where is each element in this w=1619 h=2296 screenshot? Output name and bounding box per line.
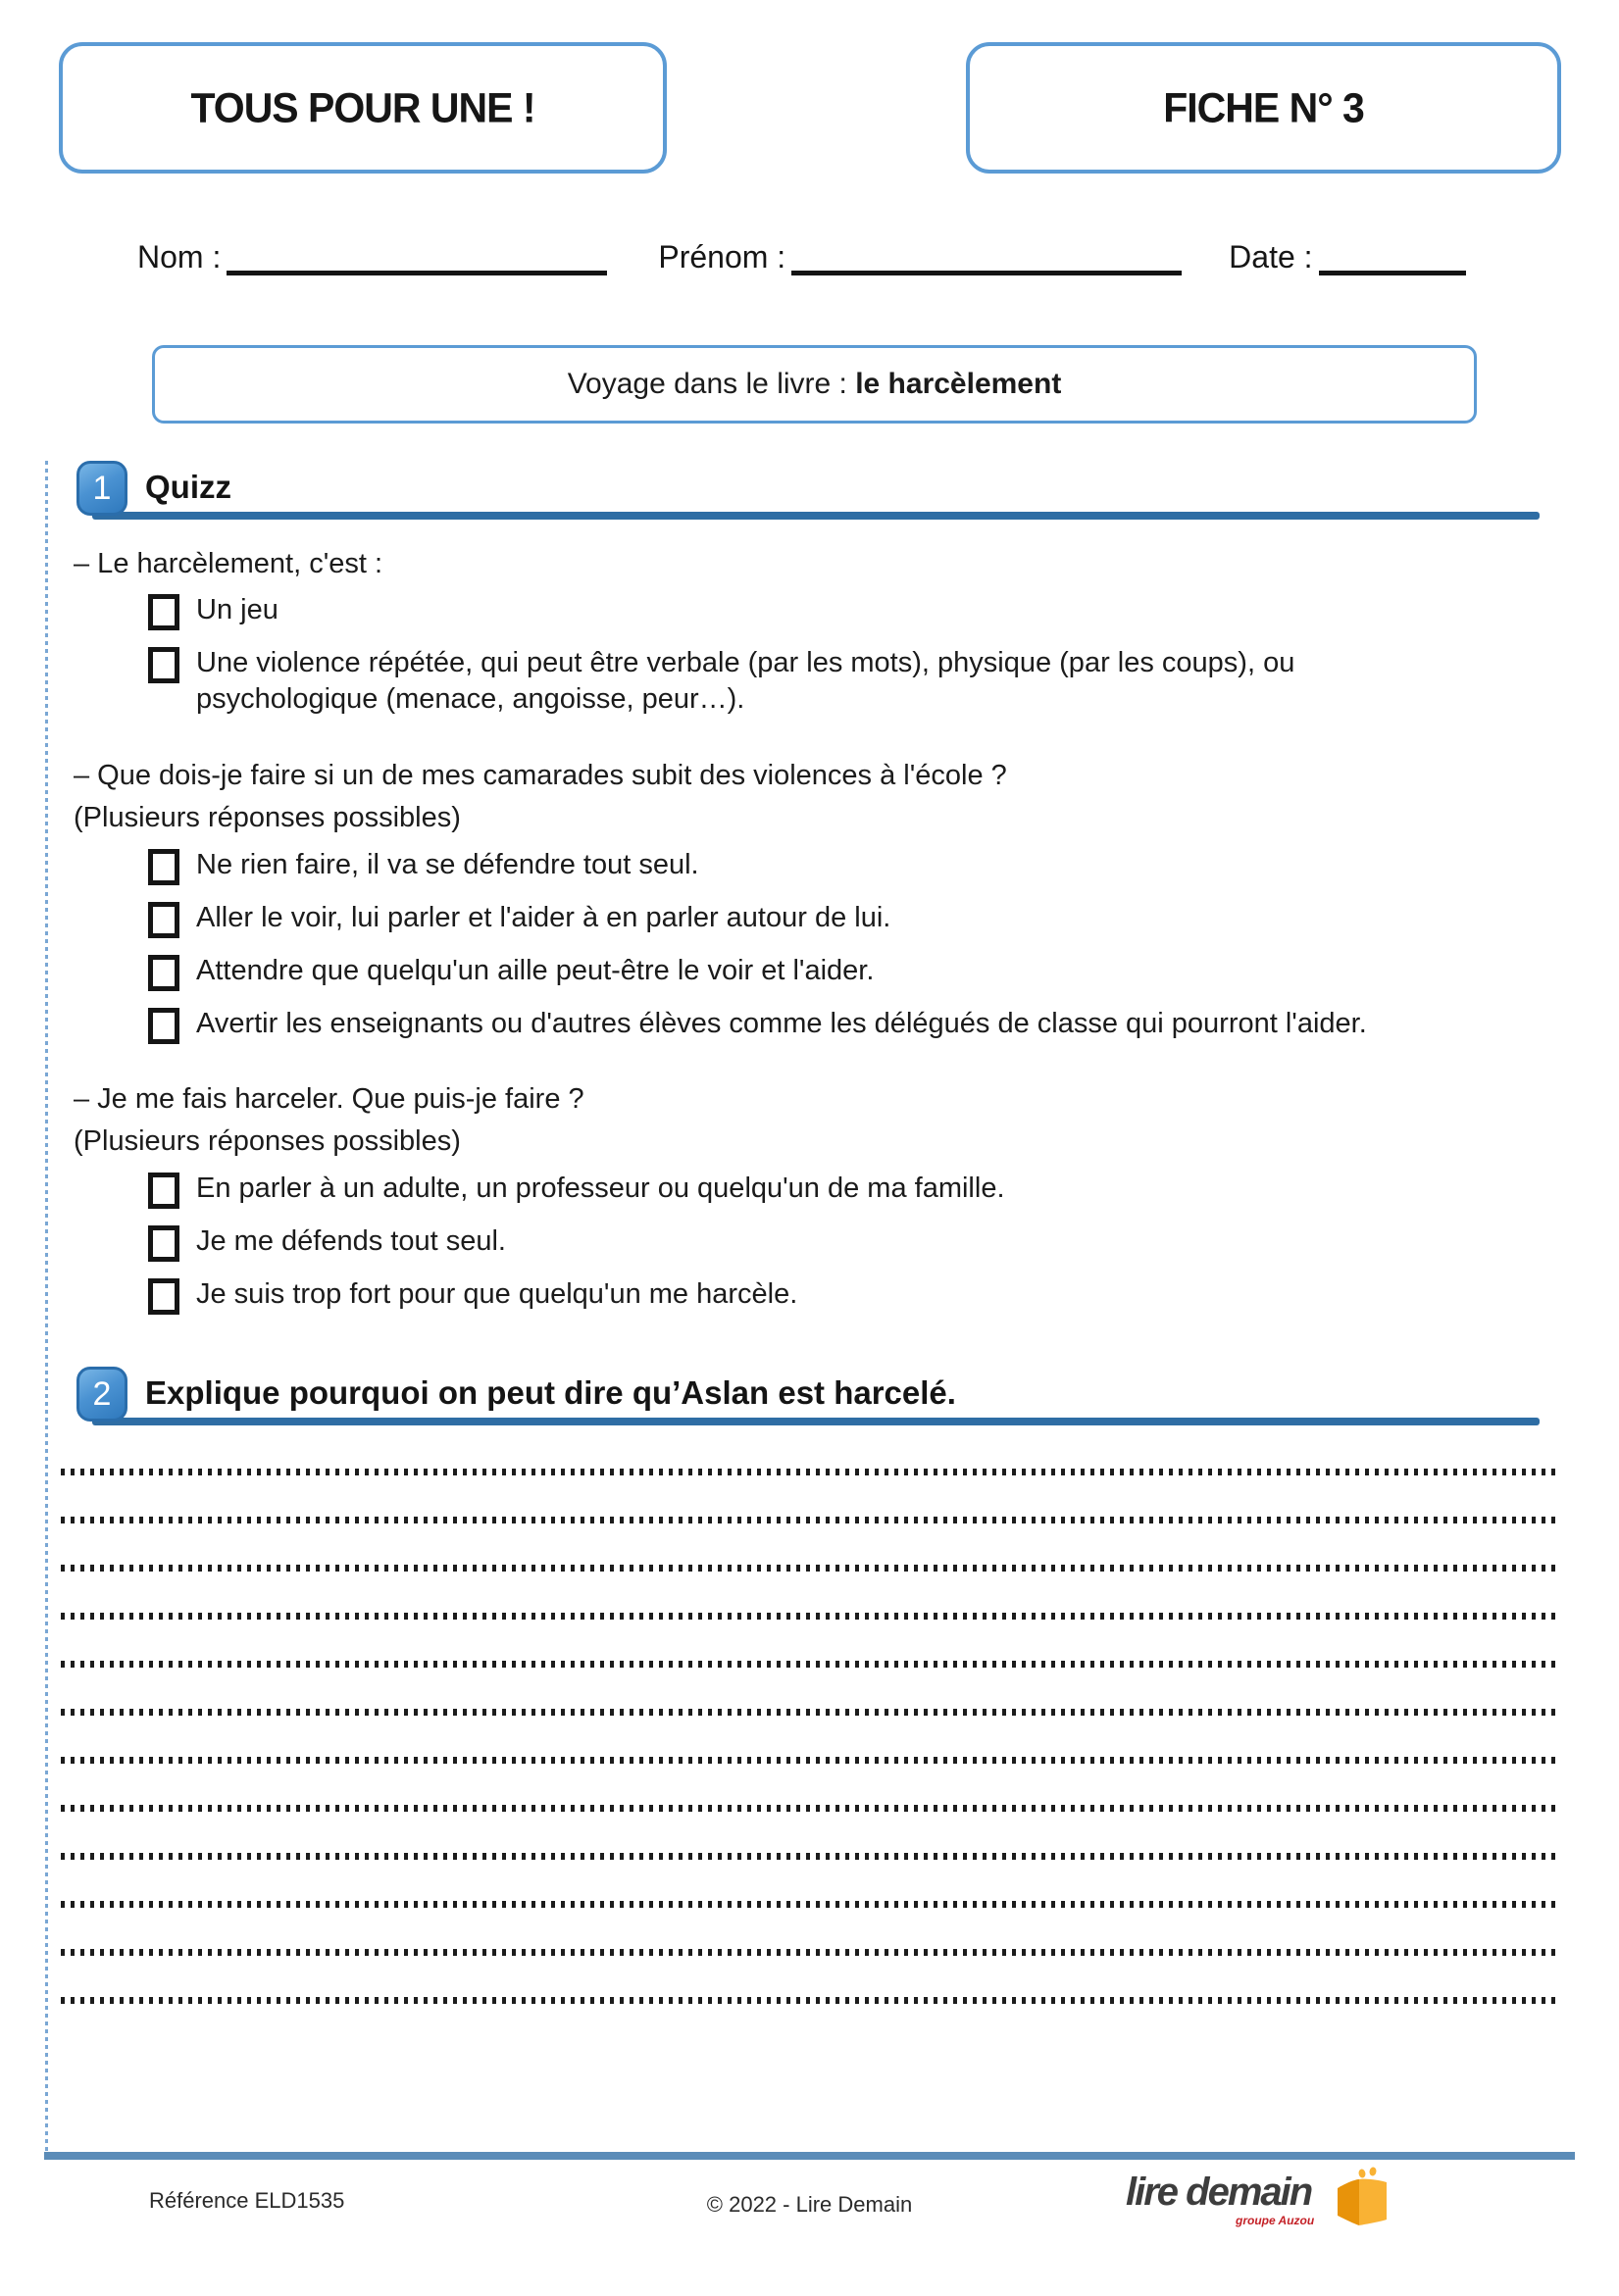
answer-dotted-line[interactable] <box>61 1757 1557 1764</box>
question-2-note: (Plusieurs réponses possibles) <box>74 802 461 833</box>
quiz-question-3 <box>74 1080 1574 1329</box>
answer-dotted-line[interactable] <box>61 1901 1557 1908</box>
identity-row <box>137 239 1530 275</box>
answer-dotted-line[interactable] <box>61 1949 1557 1956</box>
footer-rule <box>44 2152 1575 2160</box>
question-3-note: (Plusieurs réponses possibles) <box>74 1125 461 1157</box>
option-label: Un jeu <box>196 594 278 625</box>
section-1-title: Quizz <box>145 469 231 505</box>
answer-dotted-line[interactable] <box>61 1469 1557 1475</box>
checkbox[interactable] <box>148 902 179 938</box>
option-label: Attendre que quelqu'un aille peut-être le voir et l'aider. <box>196 955 875 986</box>
firstname-field[interactable] <box>791 241 1182 275</box>
question-2-prompt: – Que dois-je faire si un de mes camarades subit des violences à l'école ? <box>74 760 1007 791</box>
book-title-box <box>59 42 667 174</box>
section-2-header <box>76 1367 1547 1431</box>
answer-dotted-line[interactable] <box>61 1853 1557 1860</box>
option-label: Ne rien faire, il va se défendre tout seul. <box>196 849 699 880</box>
option-row <box>148 1276 1574 1315</box>
answer-dotted-line[interactable] <box>61 1997 1557 2004</box>
section-2-rule <box>92 1418 1540 1425</box>
date-field[interactable] <box>1319 241 1466 275</box>
checkbox[interactable] <box>148 955 179 991</box>
name-label: Nom : <box>137 239 222 275</box>
checkbox[interactable] <box>148 1225 179 1262</box>
option-row <box>148 900 1574 938</box>
publisher-group-text: groupe Auzou <box>1236 2214 1315 2227</box>
section-2-number-badge: 2 <box>76 1367 127 1422</box>
option-row <box>148 592 1574 630</box>
checkbox[interactable] <box>148 647 179 683</box>
checkbox[interactable] <box>148 1278 179 1315</box>
answer-dotted-line[interactable] <box>61 1661 1557 1668</box>
option-row <box>148 847 1574 885</box>
checkbox[interactable] <box>148 849 179 885</box>
answer-dotted-line[interactable] <box>61 1709 1557 1716</box>
option-label: Une violence répétée, qui peut être verbale (par les mots), physique (par les coups), ou psychologique (menace, angoisse, peur…). <box>196 647 1295 715</box>
answer-dotted-line[interactable] <box>61 1517 1557 1523</box>
quiz-question-2 <box>74 757 1574 1059</box>
worksheet-title-prefix: Voyage dans le livre : <box>567 368 856 400</box>
checkbox[interactable] <box>148 594 179 630</box>
firstname-label: Prénom : <box>658 239 786 275</box>
reference-text: Référence ELD1535 <box>149 2188 345 2213</box>
open-book-icon <box>1330 2167 1391 2231</box>
publisher-logo-text: lire demain <box>1126 2171 1312 2214</box>
question-1-prompt: – Le harcèlement, c'est : <box>74 548 383 579</box>
section-1-number-badge: 1 <box>76 461 127 516</box>
answer-dotted-line[interactable] <box>61 1805 1557 1812</box>
answer-dotted-line[interactable] <box>61 1565 1557 1572</box>
section-2-title: Explique pourquoi on peut dire qu’Aslan est harcelé. <box>145 1374 956 1411</box>
option-label: Aller le voir, lui parler et l'aider à en parler autour de lui. <box>196 902 891 933</box>
option-label: En parler à un adulte, un professeur ou quelqu'un de ma famille. <box>196 1173 1005 1204</box>
worksheet-title-topic: le harcèlement <box>855 368 1062 400</box>
option-label: Je suis trop fort pour que quelqu'un me harcèle. <box>196 1278 798 1310</box>
option-row <box>148 1006 1574 1044</box>
answer-lines <box>61 1469 1557 2045</box>
copyright-text: © 2022 - Lire Demain <box>706 2192 913 2217</box>
sheet-number-box <box>966 42 1561 174</box>
option-row <box>148 1223 1574 1262</box>
question-3-prompt: – Je me fais harceler. Que puis-je faire ? <box>74 1083 584 1115</box>
checkbox[interactable] <box>148 1008 179 1044</box>
option-row <box>148 1171 1574 1209</box>
worksheet-title-box <box>152 345 1477 424</box>
left-margin-dotted-rule <box>45 461 48 2152</box>
name-field[interactable] <box>227 241 607 275</box>
option-row <box>148 645 1574 718</box>
option-row <box>148 953 1574 991</box>
quiz-question-1 <box>74 545 1574 732</box>
sheet-number: FICHE N° 3 <box>1163 83 1364 131</box>
answer-dotted-line[interactable] <box>61 1613 1557 1620</box>
publisher-logo <box>1126 2169 1391 2231</box>
section-1-rule <box>92 512 1540 520</box>
section-1-header <box>76 461 1547 525</box>
worksheet-title <box>568 368 1062 401</box>
date-label: Date : <box>1229 239 1313 275</box>
checkbox[interactable] <box>148 1173 179 1209</box>
option-label: Je me défends tout seul. <box>196 1225 506 1257</box>
book-title: TOUS POUR UNE ! <box>190 83 535 131</box>
option-label: Avertir les enseignants ou d'autres élèves comme les délégués de classe qui pourront l'aider. <box>196 1008 1367 1039</box>
